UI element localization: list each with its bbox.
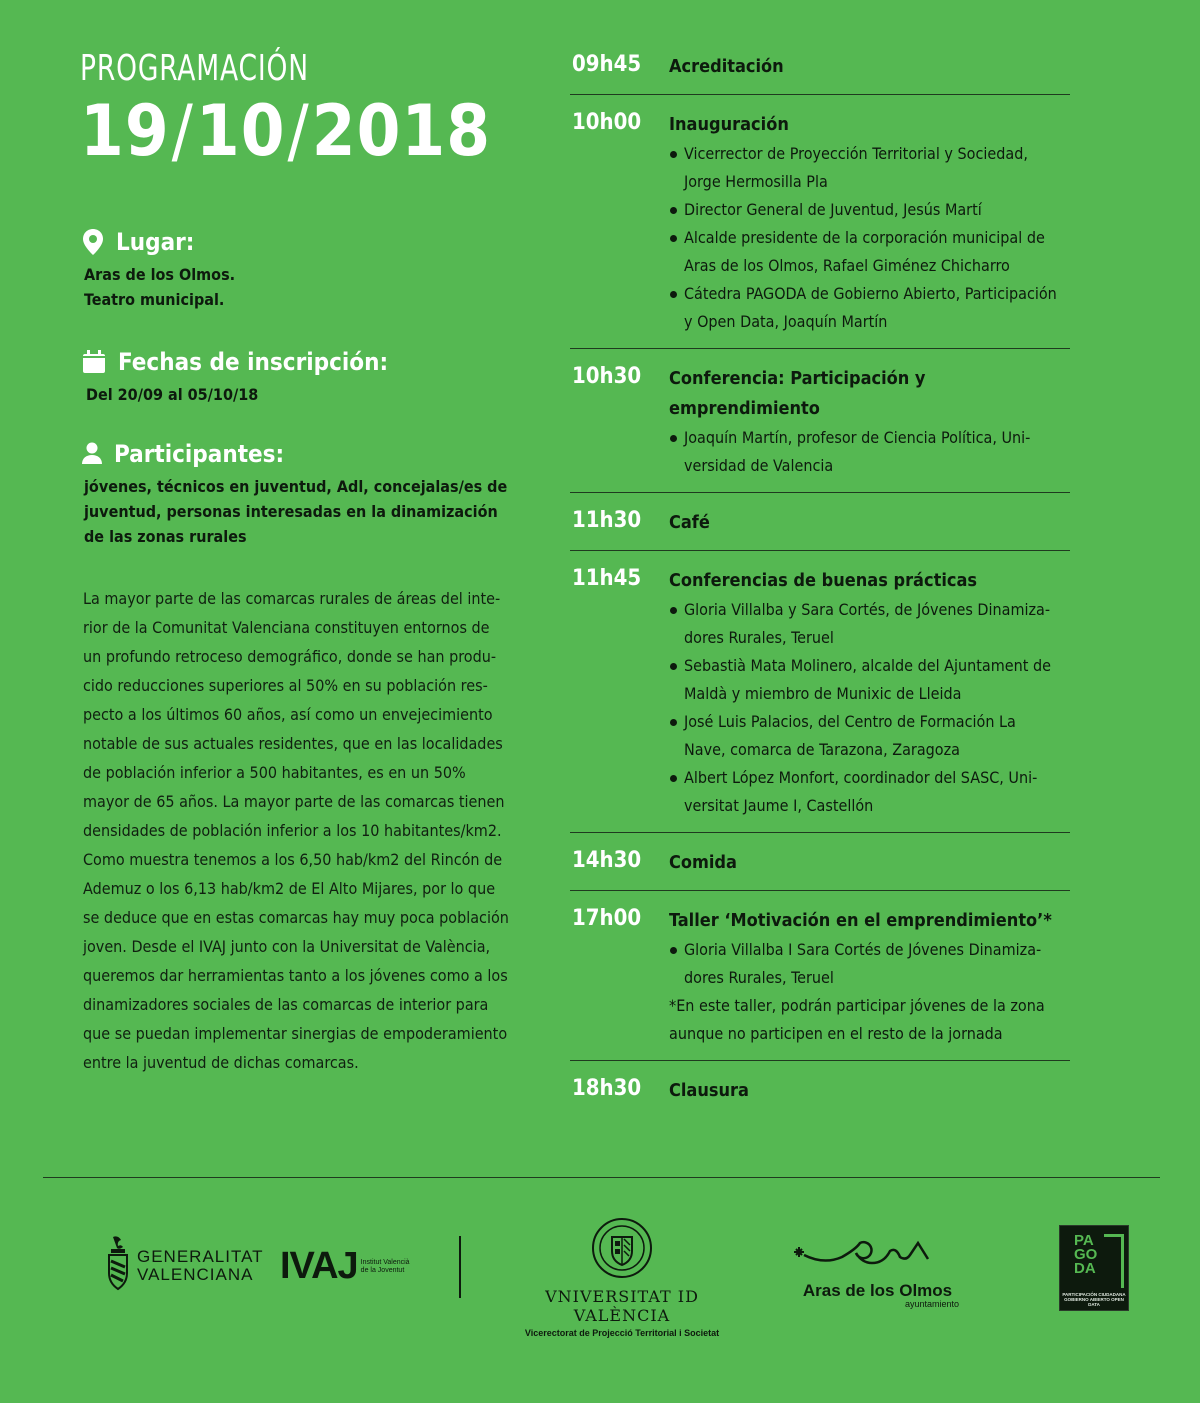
description-line: de población inferior a 500 habitantes, es en un 50% <box>83 763 466 782</box>
session-title: Taller ‘Motivación en el emprendimiento’* <box>669 910 1052 931</box>
schedule-session <box>570 364 1070 493</box>
description-line: La mayor parte de las comarcas rurales de áreas del inte- <box>83 589 501 608</box>
lugar-heading <box>82 228 235 256</box>
session-item <box>669 652 1070 708</box>
ivaj-wordmark: IVAJ <box>280 1245 358 1287</box>
session-body <box>669 566 1070 820</box>
schedule-session <box>570 110 1070 349</box>
session-title: Inauguración <box>669 114 789 135</box>
date-day: 19 <box>80 90 170 172</box>
session-note-line: *En este taller, podrán participar jóvenes de la zona <box>669 996 1045 1015</box>
session-time: 09h45 <box>572 52 642 77</box>
description-line: joven. Desde el IVAJ junto con la Universitat de València, <box>83 937 491 956</box>
session-item-line: dores Rurales, Teruel <box>684 968 834 987</box>
description-line: un profundo retroceso demográfico, donde se han produ- <box>83 647 497 666</box>
aras-subtitle: ayuntamiento <box>904 1299 959 1309</box>
description-line: mayor de 65 años. La mayor parte de las comarcas tienen <box>83 792 505 811</box>
session-item-line: Alcalde presidente de la corporación municipal de <box>684 228 1045 247</box>
generalitat-valenciana-logo <box>105 1235 264 1297</box>
schedule <box>570 52 1070 1133</box>
session-time: 11h45 <box>572 566 642 591</box>
session-item-line: Sebastià Mata Molinero, alcalde del Ajuntament de <box>684 656 1051 675</box>
universitat-valencia-logo <box>522 1217 722 1338</box>
participantes-line-2: juventud, personas interesadas en la dinamización <box>84 502 498 521</box>
session-body <box>669 906 1070 1048</box>
description-line: entre la juventud de dichas comarcas. <box>83 1053 359 1072</box>
description-line: Como muestra tenemos a los 6,50 hab/km2 del Rincón de <box>83 850 503 869</box>
session-title: Comida <box>669 852 737 873</box>
session-item <box>669 936 1070 992</box>
schedule-session <box>570 906 1070 1061</box>
date-slash: / <box>171 90 194 172</box>
gv-line-2: VALENCIANA <box>137 1265 254 1284</box>
participantes-text <box>84 474 522 549</box>
session-body <box>669 848 1070 878</box>
pagoda-subtitle: PARTICIPACIÓN CIUDADANA GOBIERNO ABIERTO OPEN DATA <box>1062 1292 1126 1307</box>
description-line: notable de sus actuales residentes, que en las localidades <box>83 734 503 753</box>
schedule-session <box>570 1076 1070 1118</box>
session-item <box>669 596 1070 652</box>
session-time: 18h30 <box>572 1076 642 1101</box>
session-item <box>669 424 1070 480</box>
description-line: pecto a los últimos 60 años, así como un envejecimiento <box>83 705 493 724</box>
session-time: 10h00 <box>572 110 642 135</box>
ivaj-logo <box>280 1245 421 1288</box>
date-slash-2: / <box>287 90 310 172</box>
session-items <box>669 596 1070 820</box>
session-item <box>669 224 1070 280</box>
session-note-line: aunque no participen en el resto de la jornada <box>669 1024 1003 1043</box>
session-item <box>669 280 1070 336</box>
session-item-line: Albert López Monfort, coordinador del SASC, Uni- <box>684 768 1038 787</box>
aras-mountain-icon <box>790 1235 960 1275</box>
header-block <box>80 48 540 171</box>
session-item-line: Gloria Villalba y Sara Cortés, de Jóvenes Dinamiza- <box>684 600 1051 619</box>
session-time: 11h30 <box>572 508 642 533</box>
location-pin-icon <box>82 229 104 255</box>
session-item <box>669 140 1070 196</box>
session-item-line: y Open Data, Joaquín Martín <box>684 312 888 331</box>
session-item-line: Gloria Villalba I Sara Cortés de Jóvenes Dinamiza- <box>684 940 1042 959</box>
session-body <box>669 364 1070 480</box>
ivaj-sub-line-1: Institut Valencià <box>360 1258 410 1266</box>
session-item-line: versidad de Valencia <box>684 456 834 475</box>
session-title: Clausura <box>669 1080 749 1101</box>
description-line: queremos dar herramientas tanto a los jóvenes como a los <box>83 966 508 985</box>
uv-seal-icon <box>591 1217 653 1279</box>
session-time: 17h00 <box>572 906 642 931</box>
session-item-line: Cátedra PAGODA de Gobierno Abierto, Participación <box>684 284 1057 303</box>
participantes-label: Participantes: <box>114 440 285 468</box>
session-body <box>669 508 1070 538</box>
session-item-line: Maldà y miembro de Munixic de Lleida <box>684 684 962 703</box>
session-item <box>669 708 1070 764</box>
description-line: se deduce que en estas comarcas hay muy poca población <box>83 908 509 927</box>
pagoda-logo <box>1059 1225 1129 1311</box>
session-title: Conferencia: Participación y emprendimiento <box>669 368 926 419</box>
session-item-line: Joaquín Martín, profesor de Ciencia Política, Uni- <box>684 428 1031 447</box>
schedule-session <box>570 508 1070 551</box>
session-item-line: Nave, comarca de Tarazona, Zaragoza <box>684 740 960 759</box>
fechas-section <box>82 348 388 407</box>
aras-name: Aras de los Olmos <box>802 1281 953 1300</box>
uv-name: VNIVERSITAT ID VALÈNCIA <box>545 1287 699 1325</box>
participantes-heading <box>82 440 522 468</box>
participantes-line-1: jóvenes, técnicos en juventud, Adl, concejalas/es de <box>84 477 508 496</box>
description-line: cido reducciones superiores al 50% en su población res- <box>83 676 488 695</box>
person-icon <box>82 442 102 466</box>
pagoda-bracket-icon <box>1104 1234 1124 1288</box>
calendar-icon <box>82 350 106 374</box>
fechas-value: Del 20/09 al 05/10/18 <box>86 385 259 404</box>
session-items <box>669 140 1070 336</box>
footer-divider <box>43 1177 1160 1178</box>
session-body <box>669 110 1070 336</box>
session-time: 10h30 <box>572 364 642 389</box>
aras-de-los-olmos-logo <box>790 1235 965 1309</box>
gv-text <box>137 1248 264 1284</box>
event-date <box>80 91 540 171</box>
gv-line-1: GENERALITAT <box>137 1247 264 1266</box>
description-line: Ademuz o los 6,13 hab/km2 de El Alto Mijares, por lo que <box>83 879 496 898</box>
description-line: densidades de población inferior a los 10 habitantes/km2. <box>83 821 502 840</box>
gv-crest-icon <box>105 1235 131 1297</box>
session-body <box>669 1076 1070 1106</box>
description-line: que se puedan implementar sinergias de empoderamiento <box>83 1024 508 1043</box>
session-items <box>669 936 1070 992</box>
schedule-session <box>570 52 1070 95</box>
lugar-line-2: Teatro municipal. <box>84 290 225 309</box>
lugar-label: Lugar: <box>116 228 195 256</box>
session-title: Acreditación <box>669 56 784 77</box>
session-item-line: Director General de Juventud, Jesús Martí <box>684 200 982 219</box>
participantes-section <box>82 440 522 549</box>
ivaj-sub-line-2: de la Joventut <box>360 1266 405 1274</box>
session-item-line: dores Rurales, Teruel <box>684 628 834 647</box>
logo-separator <box>459 1236 461 1298</box>
session-item <box>669 196 1070 224</box>
session-item-line: Vicerrector de Proyección Territorial y Sociedad, <box>684 144 1028 163</box>
programacion-title: PROGRAMACIÓN <box>80 48 309 89</box>
pagoda-wordmark: PAGODA <box>1074 1232 1098 1277</box>
ivaj-subtitle <box>361 1259 421 1275</box>
date-month: 10 <box>195 90 286 172</box>
session-title: Conferencias de buenas prácticas <box>669 570 978 591</box>
uv-subtitle: Vicerectorat de Projecció Territorial i Societat <box>524 1328 720 1338</box>
session-item-line: versitat Jaume I, Castellón <box>684 796 874 815</box>
description-line: dinamizadores sociales de las comarcas de interior para <box>83 995 489 1014</box>
lugar-line-1: Aras de los Olmos. <box>84 265 236 284</box>
fechas-heading <box>82 348 388 376</box>
participantes-line-3: de las zonas rurales <box>84 527 247 546</box>
session-items <box>669 424 1070 480</box>
session-time: 14h30 <box>572 848 642 873</box>
session-item <box>669 764 1070 820</box>
description-paragraph <box>83 584 529 1077</box>
lugar-text <box>84 262 235 312</box>
fechas-label: Fechas de inscripción: <box>118 348 389 376</box>
description-line: rior de la Comunitat Valenciana constituyen entornos de <box>83 618 490 637</box>
schedule-session <box>570 566 1070 833</box>
session-item-line: Aras de los Olmos, Rafael Giménez Chicharro <box>684 256 1010 275</box>
session-item-line: José Luis Palacios, del Centro de Formación La <box>684 712 1016 731</box>
session-body <box>669 52 1070 82</box>
date-year: 2018 <box>311 90 492 172</box>
schedule-session <box>570 848 1070 891</box>
lugar-section <box>82 228 235 312</box>
session-note <box>669 992 1070 1048</box>
session-item-line: Jorge Hermosilla Pla <box>684 172 828 191</box>
session-title: Café <box>669 512 710 533</box>
